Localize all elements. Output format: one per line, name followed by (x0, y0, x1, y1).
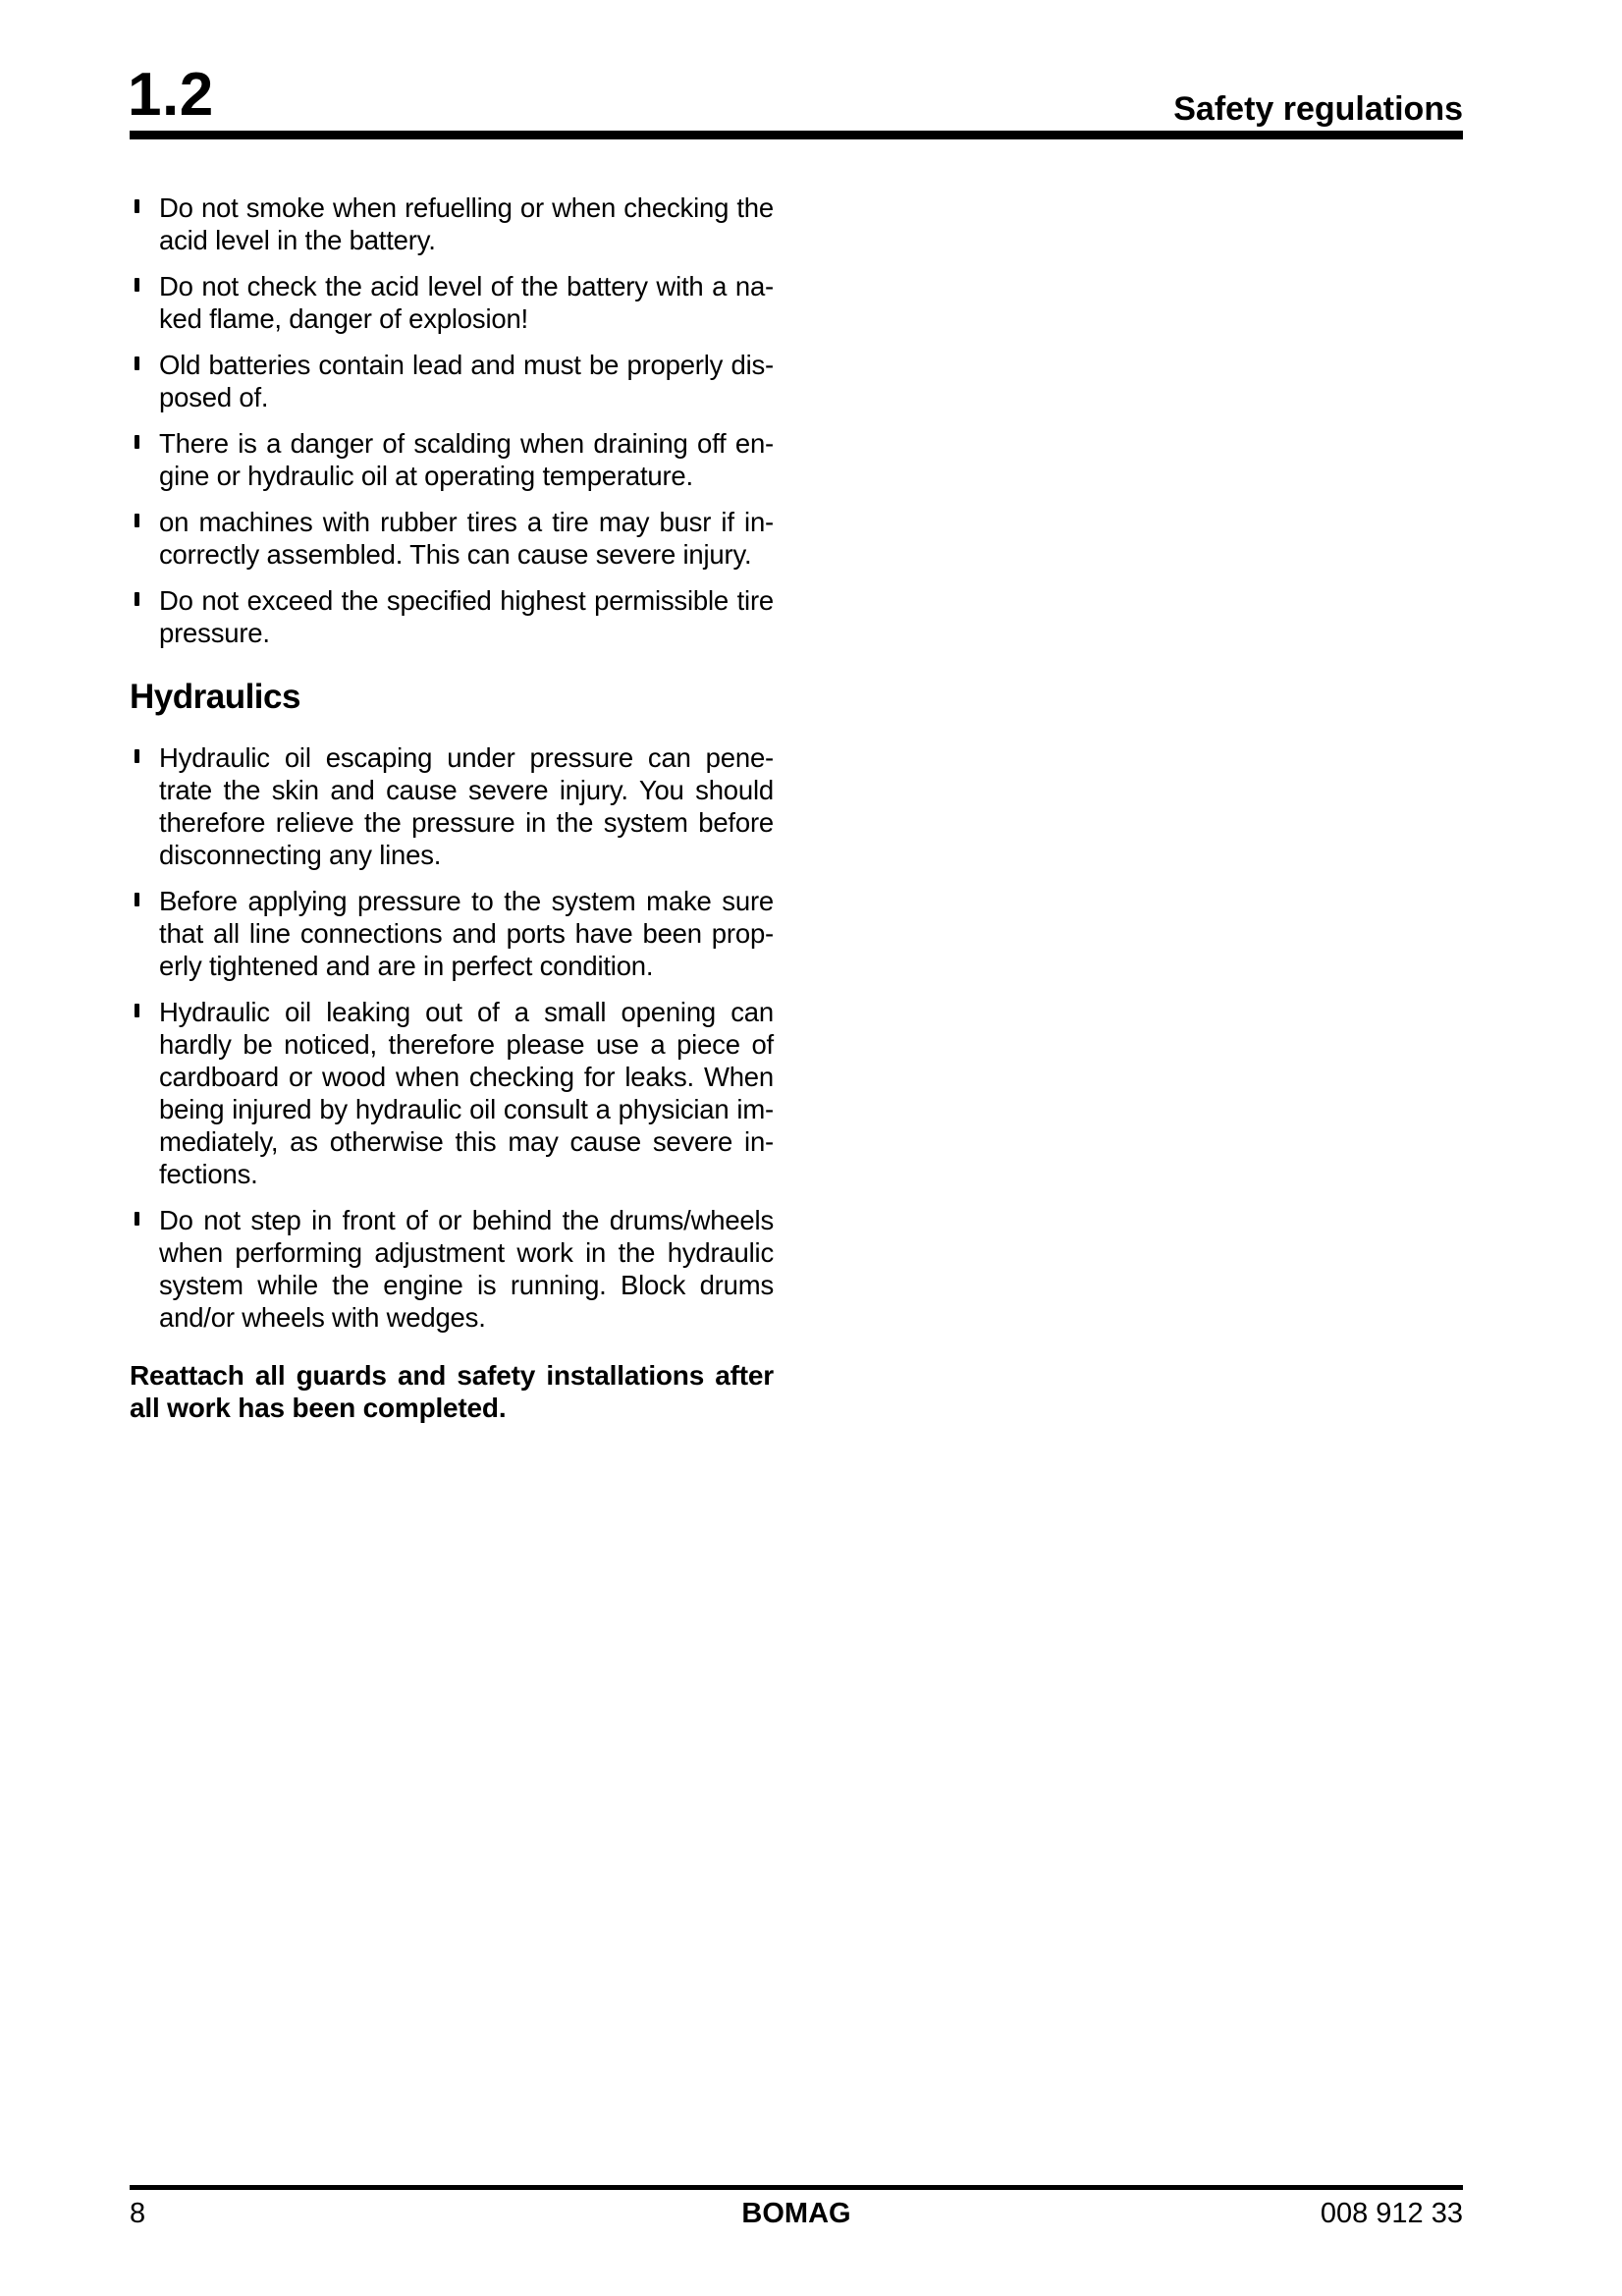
bullet-icon (135, 592, 139, 606)
bullet-line: disconnecting any lines. (159, 840, 442, 870)
bullet-line: hardly be noticed, therefore please use a piece of (159, 1029, 774, 1060)
bullet-text (159, 270, 774, 335)
bullet-icon (135, 435, 139, 449)
bullet-line: that all line connections and ports have been prop- (159, 918, 774, 949)
bullet-icon (135, 199, 139, 213)
bullet-list-hydraulics (130, 741, 774, 1347)
hydraulics-heading: Hydraulics (130, 678, 300, 716)
bullet-line: Do not smoke when refuelling or when checking the (159, 192, 774, 223)
bullet-text (159, 427, 774, 492)
bullet-text (159, 741, 774, 871)
bullet-item (130, 1204, 774, 1334)
page-number: 8 (130, 2198, 146, 2229)
bullet-icon (135, 749, 139, 763)
bullet-line: therefore relieve the pressure in the system before (159, 807, 774, 838)
bullet-line: Do not step in front of or behind the drums/wheels (159, 1205, 774, 1235)
bullet-item (130, 741, 774, 871)
bullet-text (159, 191, 774, 256)
bullet-line: correctly assembled. This can cause severe injury. (159, 539, 752, 570)
bullet-line: cardboard or wood when checking for leaks. When (159, 1062, 774, 1092)
document-number: 008 912 33 (1320, 2198, 1464, 2229)
bullet-text (159, 506, 774, 571)
bullet-line: Before applying pressure to the system make sure (159, 886, 774, 916)
bullet-line: acid level in the battery. (159, 225, 436, 255)
bullet-line: gine or hydraulic oil at operating temperature. (159, 461, 693, 491)
bullet-text (159, 584, 774, 649)
bullet-text (159, 1204, 774, 1334)
bullet-icon (135, 278, 139, 292)
bullet-item (130, 996, 774, 1190)
brand-name: BOMAG (741, 2198, 851, 2229)
footer-rule (130, 2185, 1463, 2190)
bullet-item (130, 270, 774, 335)
bullet-line: being injured by hydraulic oil consult a physician im- (159, 1094, 774, 1124)
bullet-line: Do not check the acid level of the battery with a na- (159, 271, 774, 301)
bullet-line: posed of. (159, 382, 269, 412)
bullet-line: fections. (159, 1159, 258, 1189)
bullet-item (130, 506, 774, 571)
bullet-icon (135, 1212, 139, 1226)
bullet-line: system while the engine is running. Block drums (159, 1270, 774, 1300)
bullet-line: Hydraulic oil escaping under pressure can pene- (159, 742, 774, 773)
bullet-icon (135, 1004, 139, 1017)
bullet-line: Do not exceed the specified highest permissible tire (159, 585, 774, 616)
section-title: Safety regulations (1173, 90, 1463, 128)
bullet-item (130, 349, 774, 413)
header-rule (130, 131, 1463, 139)
closing-note (130, 1359, 774, 1424)
bullet-line: trate the skin and cause severe injury. You should (159, 775, 774, 805)
bullet-text (159, 996, 774, 1190)
bullet-text (159, 349, 774, 413)
bullet-line: Old batteries contain lead and must be properly dis- (159, 350, 774, 380)
footer (130, 2198, 1463, 2230)
section-number: 1.2 (128, 61, 214, 129)
bullet-line: ked flame, danger of explosion! (159, 303, 528, 334)
bullet-item (130, 427, 774, 492)
bullet-line: There is a danger of scalding when draining off en- (159, 428, 774, 459)
bullet-line: when performing adjustment work in the hydraulic (159, 1237, 774, 1268)
bullet-line: on machines with rubber tires a tire may busr if in- (159, 507, 774, 537)
bullet-item (130, 885, 774, 982)
closing-note-line: all work has been completed. (130, 1393, 507, 1423)
bullet-item (130, 584, 774, 649)
bullet-line: erly tightened and are in perfect condition. (159, 951, 654, 981)
bullet-icon (135, 514, 139, 527)
bullet-line: Hydraulic oil leaking out of a small opening can (159, 997, 774, 1027)
bullet-line: pressure. (159, 618, 270, 648)
closing-note-line: Reattach all guards and safety installations after (130, 1360, 774, 1391)
bullet-icon (135, 893, 139, 906)
bullet-line: mediately, as otherwise this may cause severe in- (159, 1126, 774, 1157)
bullet-line: and/or wheels with wedges. (159, 1302, 486, 1333)
bullet-item (130, 191, 774, 256)
bullet-text (159, 885, 774, 982)
bullet-icon (135, 356, 139, 370)
bullet-list-general (130, 191, 774, 663)
